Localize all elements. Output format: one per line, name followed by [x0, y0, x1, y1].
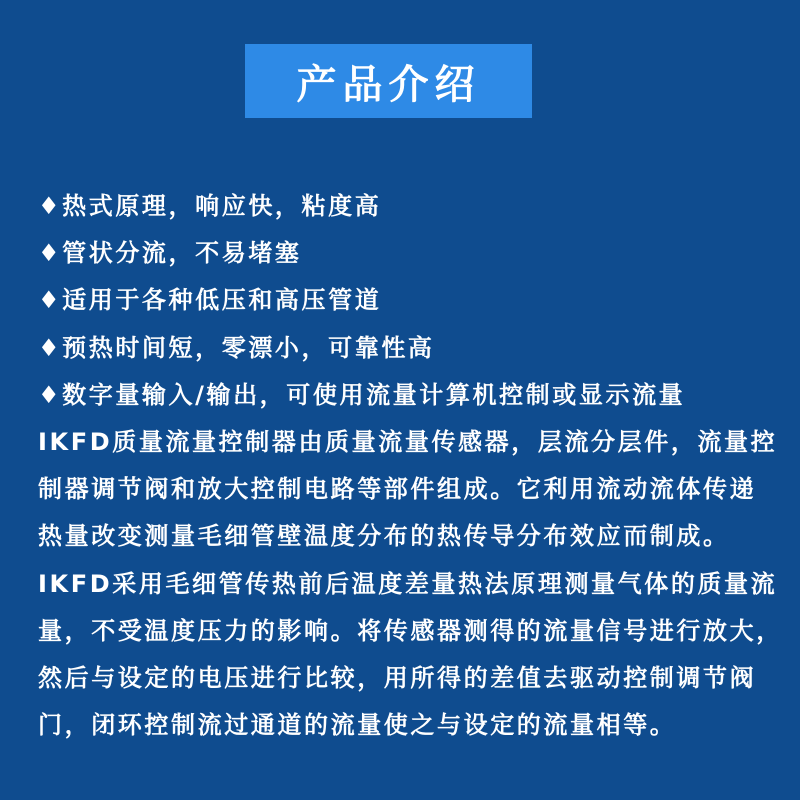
feature-bullet: ♦预热时间短，零漂小，可靠性高 — [38, 333, 435, 362]
feature-bullet: ♦热式原理，响应快，粘度高 — [38, 192, 382, 220]
title-banner — [245, 44, 532, 118]
feature-bullet: ♦适用于各种低压和高压管道 — [38, 286, 382, 315]
paragraph-line: IKFD质量流量控制器由质量流量传感器，层流分层件，流量控 — [38, 427, 778, 456]
paragraph-line: 制器调节阀和放大控制电路等部件组成。它利用流动流体传递 — [38, 475, 757, 504]
paragraph-line: IKFD采用毛细管传热前后温度差量热法原理测量气体的质量流 — [38, 569, 778, 598]
page-title: 产品介绍 — [296, 61, 481, 108]
feature-bullet: ♦数字量输入/输出，可使用流量计算机控制或显示流量 — [38, 380, 686, 409]
paragraph-line: 门，闭环控制流过通道的流量使之与设定的流量相等。 — [38, 711, 677, 740]
content — [38, 186, 783, 752]
paragraph-line: 热量改变测量毛细管壁温度分布的热传导分布效应而制成。 — [38, 522, 730, 551]
paragraph-line: 然后与设定的电压进行比较，用所得的差值去驱动控制调节阀 — [38, 663, 757, 692]
paragraph-line: 量，不受温度压力的影响。将传感器测得的流量信号进行放大， — [38, 616, 783, 645]
feature-bullet: ♦管状分流，不易堵塞 — [38, 239, 302, 268]
